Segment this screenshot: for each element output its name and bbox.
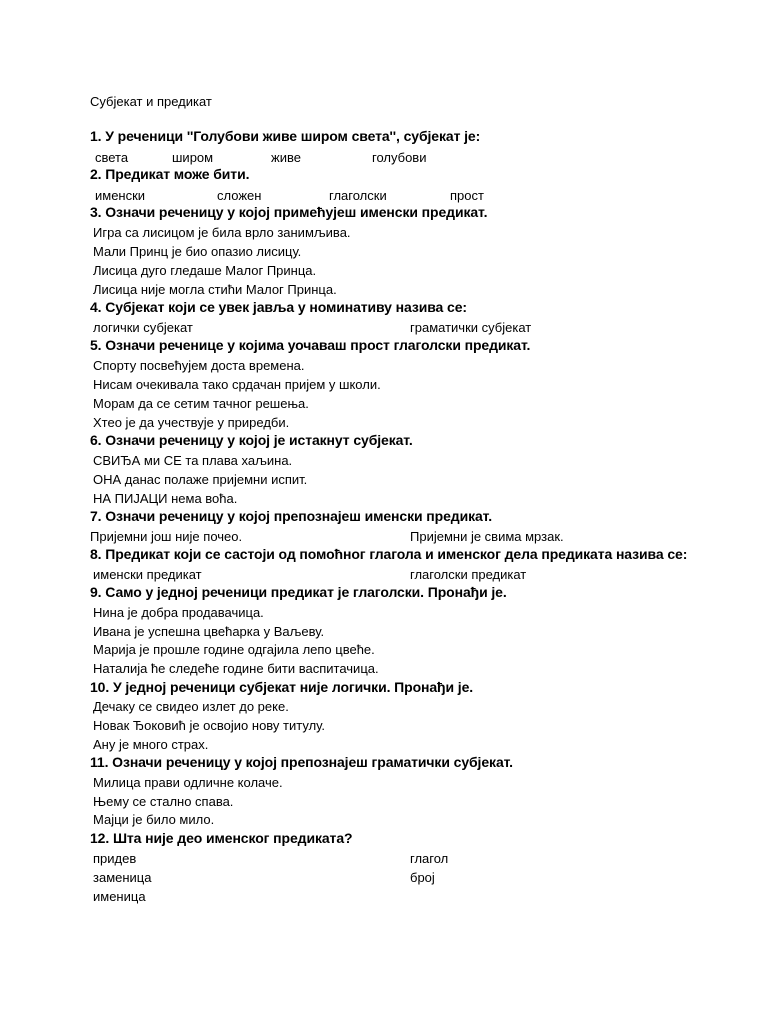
q1-option-2: широм bbox=[172, 150, 214, 165]
q11-option-3: Мајци је било мило. bbox=[93, 812, 215, 827]
q12-option-5: именица bbox=[93, 889, 146, 904]
q6-option-3: НА ПИЈАЦИ нема воћа. bbox=[93, 491, 238, 506]
q5-option-2: Нисам очекивала тако срдачан пријем у школи. bbox=[93, 377, 381, 392]
q3-option-3: Лисица дуго гледаше Малог Принца. bbox=[93, 263, 317, 278]
question-1: 1. У реченици ''Голубови живе широм света'', субјекат је: bbox=[90, 128, 481, 144]
q4-option-1: логички субјекат bbox=[93, 320, 193, 335]
question-6: 6. Означи реченицу у којој је истакнут субјекат. bbox=[90, 432, 413, 448]
q10-option-2: Новак Ђоковић је освојио нову титулу. bbox=[93, 718, 325, 733]
q11-option-2: Њему се стално спава. bbox=[93, 794, 234, 809]
q9-option-3: Марија је прошле године одгајила лепо цвеће. bbox=[93, 642, 375, 657]
q7-option-2: Пријемни је свима мрзак. bbox=[410, 529, 564, 544]
question-10: 10. У једној реченици субјекат није логички. Пронађи је. bbox=[90, 679, 474, 695]
q2-option-1: именски bbox=[95, 188, 146, 203]
document-title: Субјекат и предикат bbox=[90, 94, 212, 109]
q12-option-3: заменица bbox=[93, 870, 152, 885]
question-9: 9. Само у једној реченици предикат је глаголски. Пронађи је. bbox=[90, 584, 507, 600]
q12-option-4: број bbox=[410, 870, 435, 885]
q2-option-2: сложен bbox=[217, 188, 262, 203]
q5-option-1: Спорту посвећујем доста времена. bbox=[93, 358, 305, 373]
q12-option-2: глагол bbox=[410, 851, 449, 866]
q8-option-2: глаголски предикат bbox=[410, 567, 527, 582]
question-12: 12. Шта није део именског предиката? bbox=[90, 830, 353, 846]
question-7: 7. Означи реченицу у којој препознајеш именски предикат. bbox=[90, 508, 492, 524]
q2-option-3: глаголски bbox=[329, 188, 387, 203]
q1-option-4: голубови bbox=[372, 150, 427, 165]
q2-option-4: прост bbox=[450, 188, 484, 203]
q10-option-1: Дечаку се свидео излет до реке. bbox=[93, 699, 289, 714]
q8-option-1: именски предикат bbox=[93, 567, 202, 582]
q12-option-1: придев bbox=[93, 851, 137, 866]
q1-option-1: света bbox=[95, 150, 129, 165]
question-4: 4. Субјекат који се увек јавља у номинативу назива се: bbox=[90, 299, 467, 315]
q4-option-2: граматички субјекат bbox=[410, 320, 532, 335]
q7-option-1: Пријемни још није почео. bbox=[90, 529, 243, 544]
question-11: 11. Означи реченицу у којој препознајеш граматички субјекат. bbox=[90, 754, 513, 770]
q9-option-2: Ивана је успешна цвећарка у Ваљеву. bbox=[93, 624, 325, 639]
q9-option-1: Нина је добра продавачица. bbox=[93, 605, 264, 620]
q3-option-1: Игра са лисицом је била врло занимљива. bbox=[93, 225, 351, 240]
q11-option-1: Милица прави одличне колаче. bbox=[93, 775, 283, 790]
q3-option-4: Лисица није могла стићи Малог Принца. bbox=[93, 282, 337, 297]
q9-option-4: Наталија ће следеће године бити васпитачица. bbox=[93, 661, 379, 676]
q5-option-3: Морам да се сетим тачног решења. bbox=[93, 396, 309, 411]
question-5: 5. Означи реченице у којима уочаваш прост глаголски предикат. bbox=[90, 337, 531, 353]
question-2: 2. Предикат може бити. bbox=[90, 166, 250, 182]
q6-option-1: СВИЂА ми СЕ та плава хаљина. bbox=[93, 453, 293, 468]
q1-option-3: живе bbox=[271, 150, 301, 165]
q5-option-4: Хтео је да учествује у приредби. bbox=[93, 415, 290, 430]
question-3: 3. Означи реченицу у којој примећујеш именски предикат. bbox=[90, 204, 488, 220]
q3-option-2: Мали Принц је био опазио лисицу. bbox=[93, 244, 302, 259]
q10-option-3: Ану је много страх. bbox=[93, 737, 209, 752]
question-8: 8. Предикат који се састоји од помоћног глагола и именског дела предиката назива се: bbox=[90, 546, 688, 562]
q6-option-2: ОНА данас полаже пријемни испит. bbox=[93, 472, 308, 487]
